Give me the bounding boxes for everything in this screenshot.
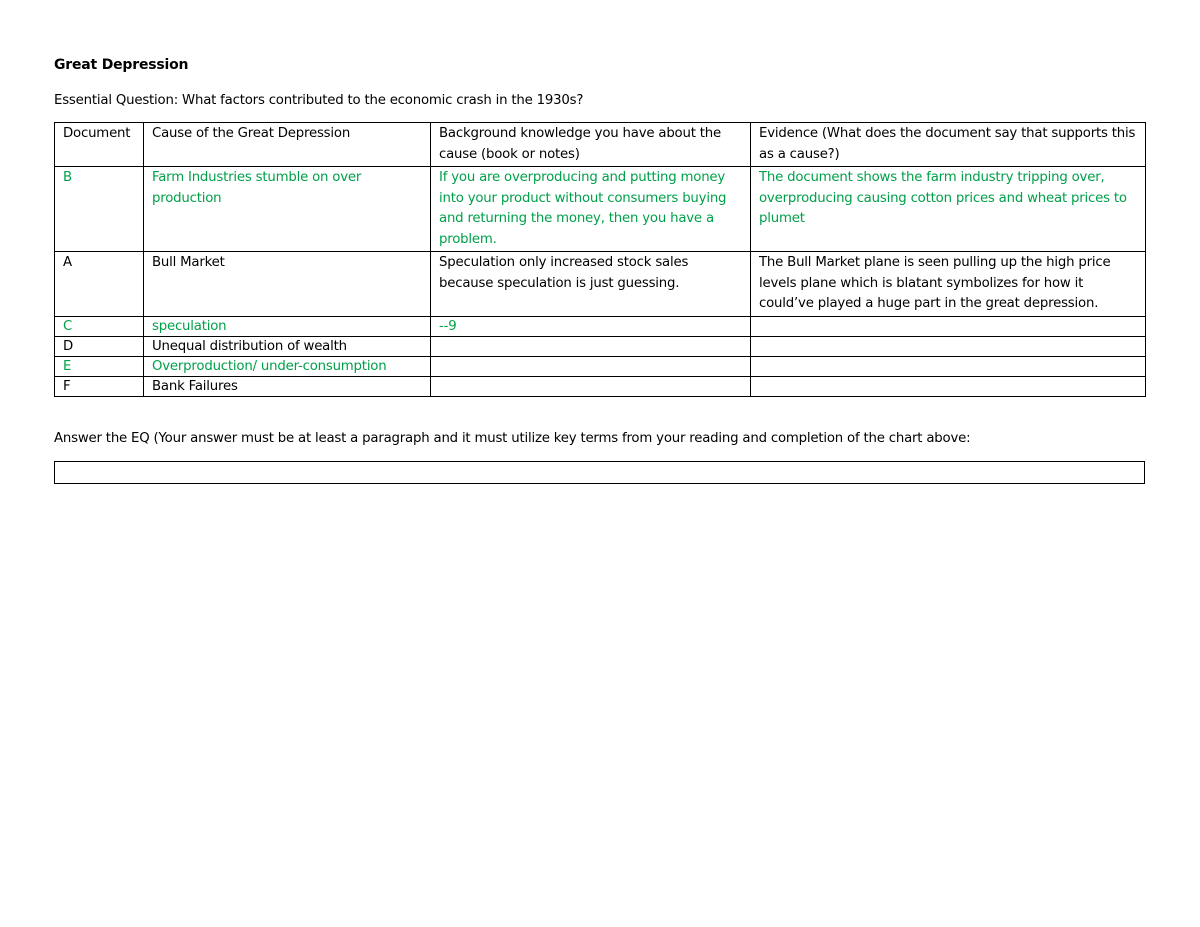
cell-document[interactable]: C <box>55 316 144 336</box>
cell-document[interactable]: E <box>55 356 144 376</box>
cell-background[interactable] <box>431 336 751 356</box>
cell-background[interactable]: Speculation only increased stock sales because speculation is just guessing. <box>431 252 751 317</box>
table-header-row <box>55 123 1146 167</box>
cell-cause[interactable]: Bank Failures <box>144 376 431 396</box>
cell-document[interactable]: D <box>55 336 144 356</box>
causes-chart <box>54 122 1146 397</box>
cell-evidence[interactable]: The Bull Market plane is seen pulling up the high price levels plane which is blatant symbolizes for how it could’ve played a huge part in the great depression. <box>751 252 1146 317</box>
cell-evidence[interactable] <box>751 336 1146 356</box>
cell-cause[interactable]: Unequal distribution of wealth <box>144 336 431 356</box>
header-evidence: Evidence (What does the document say that supports this as a cause?) <box>751 123 1146 167</box>
table-row <box>55 356 1146 376</box>
cell-background[interactable] <box>431 356 751 376</box>
table-row <box>55 336 1146 356</box>
cell-document[interactable]: B <box>55 167 144 252</box>
table-row <box>55 316 1146 336</box>
header-background: Background knowledge you have about the cause (book or notes) <box>431 123 751 167</box>
answer-prompt: Answer the EQ (Your answer must be at least a paragraph and it must utilize key terms from your reading and completion of the chart above: <box>54 431 971 446</box>
cell-cause[interactable]: Farm Industries stumble on over production <box>144 167 431 252</box>
table-row <box>55 376 1146 396</box>
cell-background[interactable]: --9 <box>431 316 751 336</box>
header-document: Document <box>55 123 144 167</box>
cell-evidence[interactable] <box>751 316 1146 336</box>
answer-box[interactable] <box>54 461 1145 484</box>
cell-cause[interactable]: Bull Market <box>144 252 431 317</box>
essential-question: Essential Question: What factors contributed to the economic crash in the 1930s? <box>54 93 584 108</box>
cell-background[interactable]: If you are overproducing and putting money into your product without consumers buying and returning the money, then you have a problem. <box>431 167 751 252</box>
cell-cause[interactable]: speculation <box>144 316 431 336</box>
cell-evidence[interactable] <box>751 356 1146 376</box>
table-row <box>55 167 1146 252</box>
header-cause: Cause of the Great Depression <box>144 123 431 167</box>
cell-document[interactable]: A <box>55 252 144 317</box>
table-row <box>55 252 1146 317</box>
cell-background[interactable] <box>431 376 751 396</box>
page-title: Great Depression <box>54 57 189 73</box>
cell-document[interactable]: F <box>55 376 144 396</box>
cell-evidence[interactable]: The document shows the farm industry tripping over, overproducing causing cotton prices and wheat prices to plumet <box>751 167 1146 252</box>
cell-evidence[interactable] <box>751 376 1146 396</box>
cell-cause[interactable]: Overproduction/ under-consumption <box>144 356 431 376</box>
